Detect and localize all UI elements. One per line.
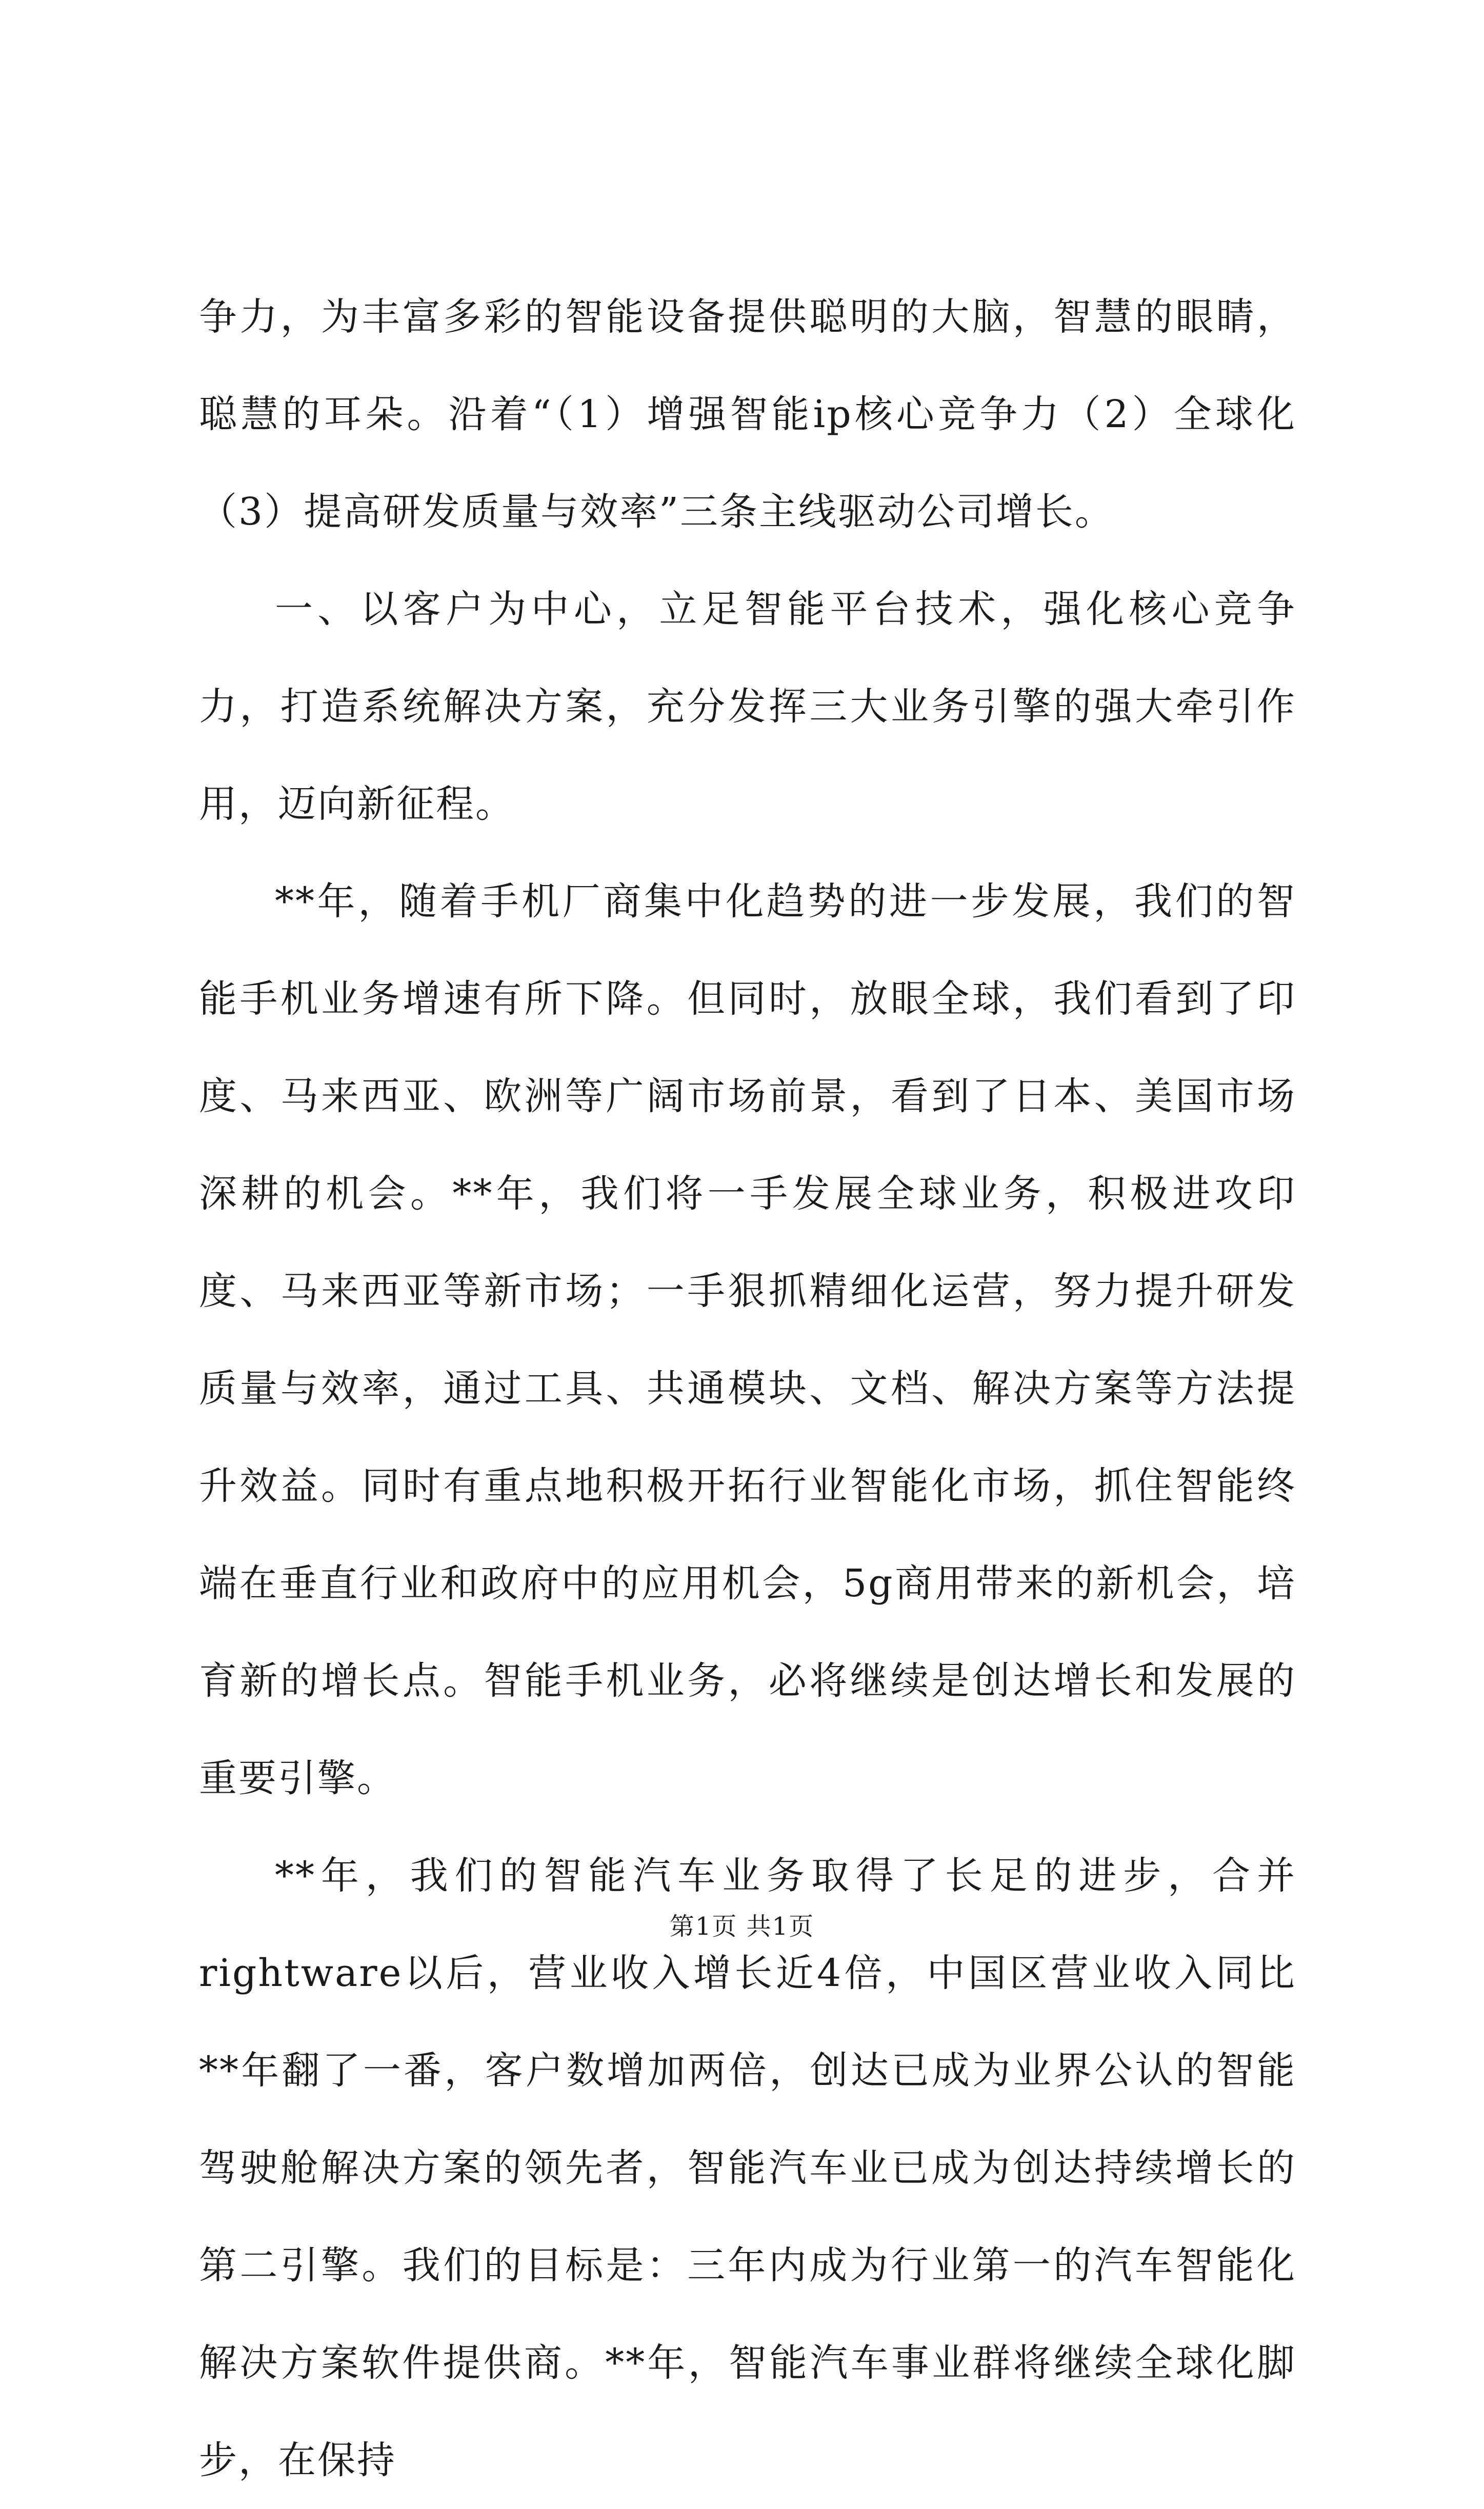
paragraph-continuation: 争力，为丰富多彩的智能设备提供聪明的大脑，智慧的眼睛，聪慧的耳朵。沿着“（1）增强智能ip核心竞争力（2）全球化（3）提高研发质量与效率”三条主线驱动公司增长。 bbox=[199, 295, 1296, 534]
page-footer: 第1页 共1页 bbox=[669, 1912, 815, 1941]
paragraph-smart-car-business: **年，我们的智能汽车业务取得了长足的进步，合并rightware以后，营业收入增长近4倍，中国区营业收入同比**年翻了一番，客户数增加两倍，创达已成为业界公认的智能驾驶舱解决方案的领先者，智能汽车业已成为创达持续增长的第二引擎。我们的目标是：三年内成为行业第一的汽车智能化解决方案软件提供商。**年，智能汽车事业群将继续全球化脚步，在保持 bbox=[199, 1854, 1296, 2482]
paragraph-section-heading: 一、以客户为中心，立足智能平台技术，强化核心竞争力，打造系统解决方案，充分发挥三大业务引擎的强大牵引作用，迈向新征程。 bbox=[199, 587, 1296, 826]
document-body bbox=[199, 268, 1296, 2509]
paragraph-smartphone-business: **年，随着手机厂商集中化趋势的进一步发展，我们的智能手机业务增速有所下降。但同时，放眼全球，我们看到了印度、马来西亚、欧洲等广阔市场前景，看到了日本、美国市场深耕的机会。**年，我们将一手发展全球业务，积极进攻印度、马来西亚等新市场；一手狠抓精细化运营，努力提升研发质量与效率，通过工具、共通模块、文档、解决方案等方法提升效益。同时有重点地积极开拓行业智能化市场，抓住智能终端在垂直行业和政府中的应用机会，5g商用带来的新机会，培育新的增长点。智能手机业务，必将继续是创达增长和发展的重要引擎。 bbox=[199, 879, 1296, 1800]
